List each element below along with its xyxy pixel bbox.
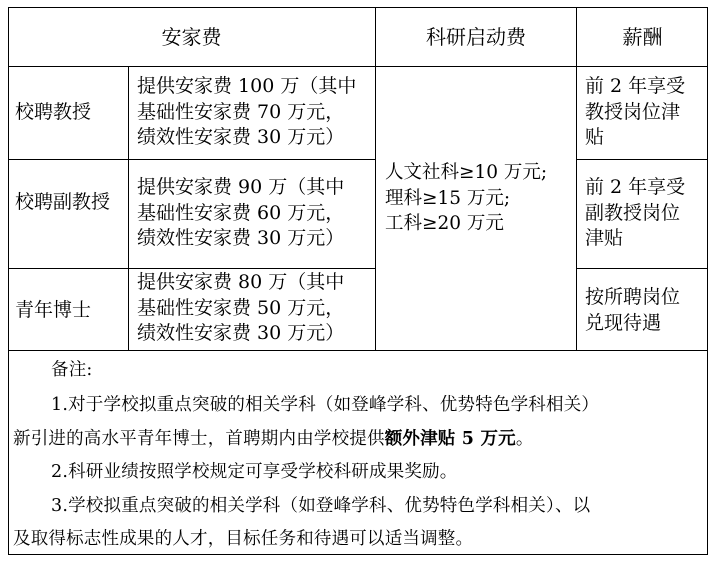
settlement-associate-line: 提供安家费 90 万（其中 — [137, 176, 345, 198]
col3-divider — [576, 7, 577, 350]
note-3-text-cont: 及取得标志性成果的人才，目标任务和待遇可以适当调整。 — [13, 529, 474, 549]
settlement-associate-professor — [137, 175, 373, 252]
salary-young-doctor — [585, 285, 705, 336]
col1-divider — [128, 66, 129, 350]
header-research: 科研启动费 — [426, 25, 526, 49]
research-fund-humanities: 人文社科≥10 万元; — [385, 162, 548, 183]
note-1-bold-allowance: 额外津贴 5 万元 — [384, 429, 516, 449]
row1-divider-right — [576, 159, 708, 160]
salary-associate-professor — [585, 175, 705, 252]
settlement-professor — [137, 74, 373, 151]
research-fund — [385, 160, 575, 237]
row1-divider-left — [8, 159, 375, 160]
settlement-professor-line: 提供安家费 100 万（其中 — [137, 75, 357, 97]
salary-professor — [585, 74, 705, 151]
settlement-professor-line: 基础性安家费 70 万元， — [137, 100, 345, 123]
row-title-young-doctor: 青年博士 — [15, 299, 92, 321]
research-fund-engineering: 工科≥20 万元 — [385, 213, 504, 234]
note-1-end: 。 — [515, 429, 534, 449]
settlement-young-doctor — [137, 270, 373, 347]
note-1-line2 — [13, 427, 697, 451]
note-1-text-cont: 新引进的高水平青年博士，首聘期内由学校提供 — [13, 429, 385, 449]
row-title-associate-professor: 校聘副教授 — [15, 191, 111, 213]
header-settlement: 安家费 — [161, 25, 222, 49]
row2-divider-left — [8, 268, 375, 269]
settlement-associate-line: 基础性安家费 60 万元， — [137, 201, 345, 224]
note-1-text: 1.对于学校拟重点突破的相关学科（如登峰学科、优势特色学科相关） — [51, 395, 600, 415]
settlement-young-doctor-line: 基础性安家费 50 万元， — [137, 296, 345, 319]
salary-young-doctor-line: 按所聘岗位 — [585, 286, 681, 308]
settlement-young-doctor-line: 提供安家费 80 万（其中 — [137, 271, 345, 293]
research-fund-science: 理科≥15 万元; — [385, 187, 511, 209]
salary-young-doctor-line: 兑现待遇 — [585, 311, 662, 334]
col2-divider — [375, 7, 376, 350]
salary-associate-line: 副教授岗位 — [585, 201, 681, 224]
note-3-line1 — [13, 494, 697, 518]
settlement-associate-line: 绩效性安家费 30 万元） — [137, 227, 345, 249]
salary-professor-line: 贴 — [585, 126, 605, 148]
header-salary: 薪酬 — [622, 25, 663, 49]
header-divider — [8, 66, 708, 67]
notes-heading — [13, 358, 697, 382]
settlement-professor-line: 绩效性安家费 30 万元） — [137, 126, 345, 148]
salary-professor-line: 前 2 年享受 — [585, 75, 686, 97]
note-3-line2 — [13, 527, 697, 551]
row2-divider-right — [576, 268, 708, 269]
note-2-text: 2.科研业绩按照学校规定可享受学校科研成果奖励。 — [51, 462, 458, 482]
table-bottom-divider — [8, 350, 708, 351]
salary-professor-line: 教授岗位津 — [585, 100, 681, 123]
salary-associate-line: 津贴 — [585, 227, 624, 249]
settlement-young-doctor-line: 绩效性安家费 30 万元） — [137, 322, 345, 344]
row-title-professor: 校聘教授 — [15, 101, 92, 123]
salary-associate-line: 前 2 年享受 — [585, 176, 686, 198]
notes-heading-text: 备注: — [51, 360, 93, 380]
note-1-line1 — [13, 393, 697, 417]
note-3-text: 3.学校拟重点突破的相关学科（如登峰学科、优势特色学科相关）、以 — [51, 496, 591, 516]
note-2 — [13, 460, 697, 484]
